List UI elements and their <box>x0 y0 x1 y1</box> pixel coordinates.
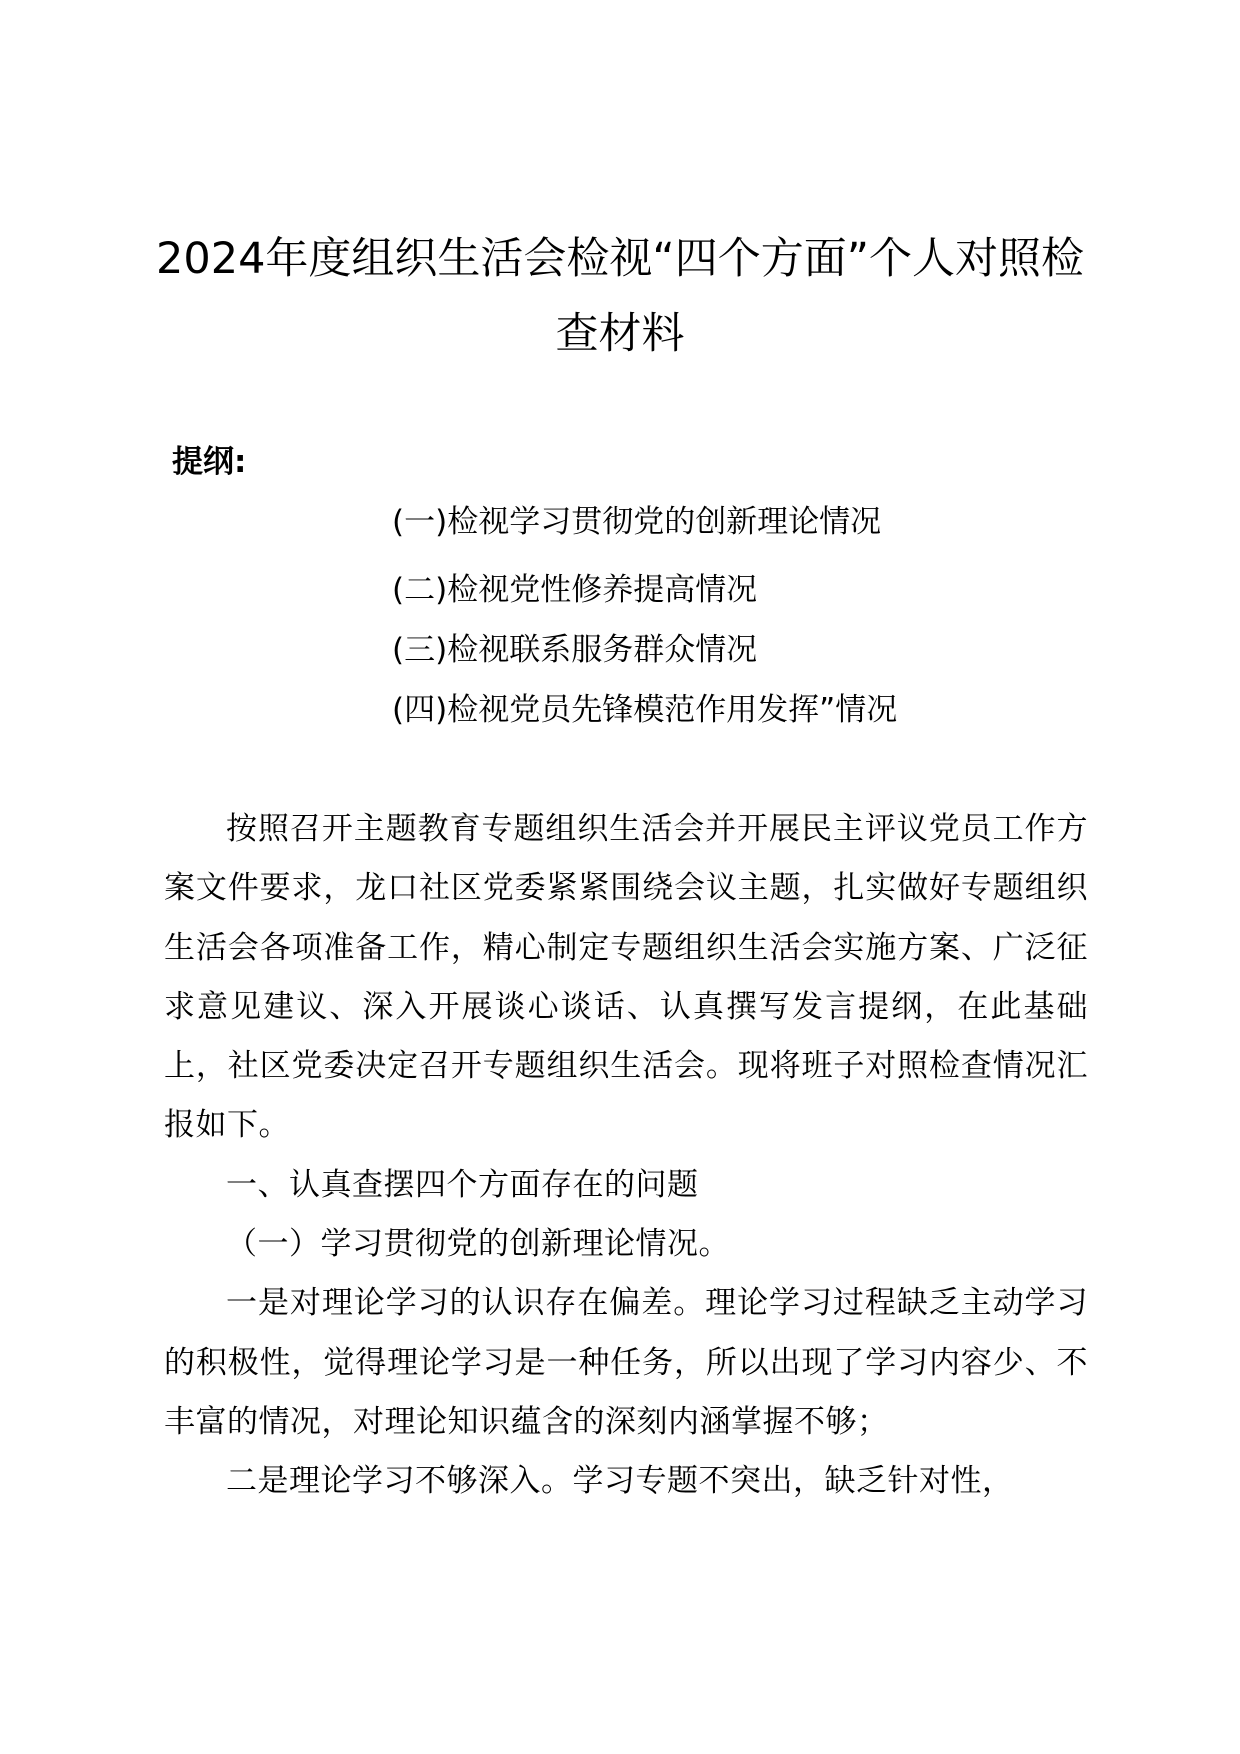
outline-item: (三)检视联系服务群众情况 <box>392 632 758 668</box>
outline-item: (二)检视党性修养提高情况 <box>392 572 758 608</box>
outline-label: 提纲: <box>172 444 247 480</box>
intro-paragraph: 按照召开主题教育专题组织生活会并开展民主评议党员工作方案文件要求，龙口社区党委紧紧围绕会议主题，扎实做好专题组织生活会各项准备工作，精心制定专题组织生活会实施方案、广泛征求意见建议、深入开展谈心谈话、认真撰写发言提纲，在此基础上，社区党委决定召开专题组织生活会。现将班子对照检查情况汇报如下。 <box>164 811 1088 1144</box>
body-paragraph: 一是对理论学习的认识存在偏差。理论学习过程缺乏主动学习的积极性，觉得理论学习是一种任务，所以出现了学习内容少、不丰富的情况，对理论知识蕴含的深刻内涵掌握不够； <box>164 1285 1088 1440</box>
document-body <box>164 800 1088 1512</box>
outline-item: (一)检视学习贯彻党的创新理论情况 <box>392 504 882 540</box>
document-title: 2024年度组织生活会检视“四个方面”个人对照检查材料 <box>156 234 1084 359</box>
outline-item: (四)检视党员先锋模范作用发挥”情况 <box>392 692 898 728</box>
body-paragraph: 二是理论学习不够深入。学习专题不突出，缺乏针对性， <box>226 1463 1014 1500</box>
section-heading: 一、认真查摆四个方面存在的问题 <box>226 1166 699 1203</box>
subsection-heading: （一）学习贯彻党的创新理论情况。 <box>226 1226 730 1263</box>
